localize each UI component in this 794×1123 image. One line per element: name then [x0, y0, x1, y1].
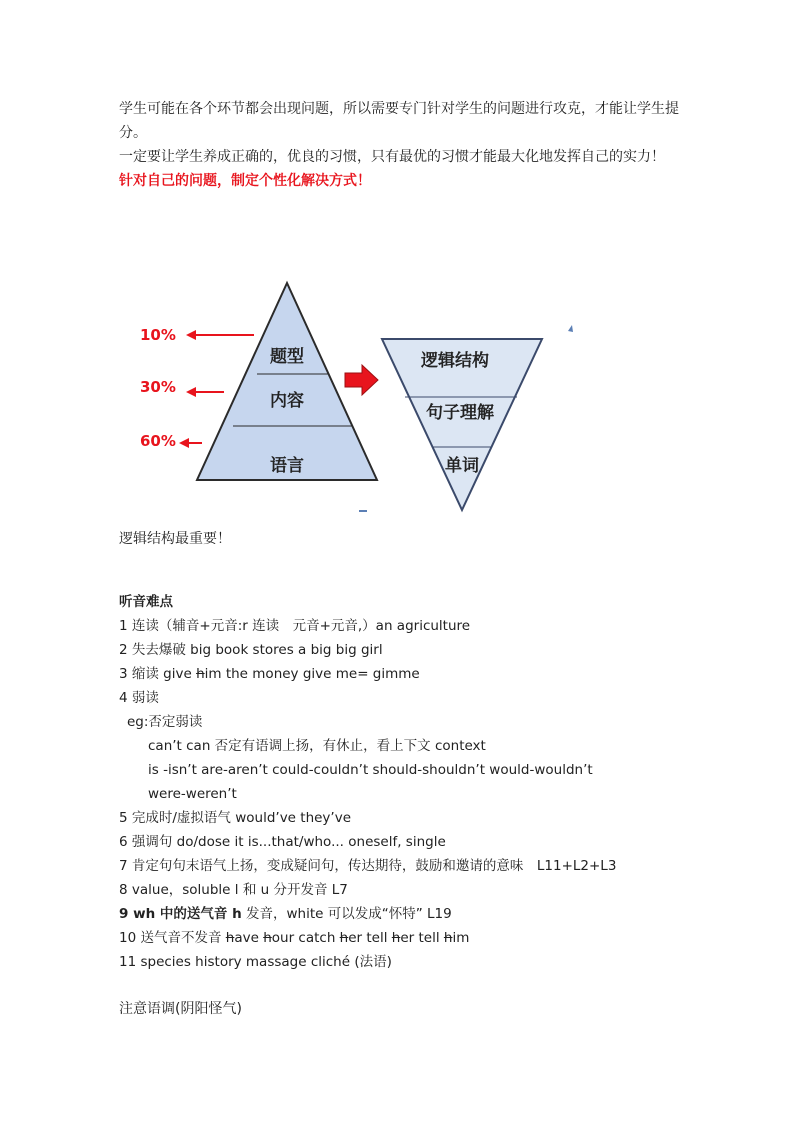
percent-30: 30%: [140, 378, 176, 396]
list-item-4-eg: eg:否定弱读: [127, 714, 203, 730]
intro-line-2: 一定要让学生养成正确的，优良的习惯，只有最优的习惯才能最大化地发挥自己的实力！: [119, 149, 665, 165]
inverted-level-1: 逻辑结构: [421, 351, 489, 371]
diagram-caption: 逻辑结构最重要！: [119, 531, 231, 547]
list-item-1: 1 连读（辅音+元音:r 连读 元音+元音,）an agriculture: [119, 618, 471, 634]
list-item-5: 5 完成时/虚拟语气 would’ve they’ve: [119, 810, 352, 826]
corner-mark-icon: [568, 325, 573, 332]
pyramid-diagram: [130, 270, 590, 520]
percent-10: 10%: [140, 326, 176, 344]
section-title: 听音难点: [119, 594, 173, 610]
list-item-4: 4 弱读: [119, 690, 159, 706]
list-item-6: 6 强调句 do/dose it is...that/who... oneself, single: [119, 834, 446, 850]
inverted-level-2: 句子理解: [426, 403, 494, 423]
list-item-11: 11 species history massage cliché (法语): [119, 954, 392, 970]
right-block-arrow-icon: [345, 365, 378, 395]
listening-section: [119, 590, 719, 974]
pyramid-level-1: 题型: [270, 347, 304, 367]
list-item-4-line-3: were-weren’t: [148, 786, 237, 802]
inverted-pyramid: [382, 339, 542, 510]
list-item-4-line-1: can’t can 否定有语调上扬，有休止，看上下文 context: [148, 738, 486, 754]
list-item-4-line-2: is -isn’t are-aren’t could-couldn’t should-shouldn’t would-wouldn’t: [148, 762, 593, 778]
list-item-3: 3 缩读 give him the money give me= gimme: [119, 666, 420, 682]
percent-60: 60%: [140, 432, 176, 450]
list-item-7: 7 肯定句句末语气上扬，变成疑问句，传达期待，鼓励和邀请的意味 L11+L2+L3: [119, 858, 617, 874]
list-item-2: 2 失去爆破 big book stores a big big girl: [119, 642, 383, 658]
list-item-8: 8 value，soluble l 和 u 分开发音 L7: [119, 882, 348, 898]
footer-note: 注意语调(阴阳怪气): [119, 1001, 242, 1017]
percentage-labels: [140, 326, 176, 450]
intro-line-red: 针对自己的问题，制定个性化解决方式！: [119, 173, 371, 189]
intro-line-1: 学生可能在各个环节都会出现问题，所以需要专门针对学生的问题进行攻克，才能让学生提分。: [119, 101, 679, 141]
pyramid-level-2: 内容: [270, 391, 304, 411]
inverted-level-3: 单词: [445, 456, 479, 476]
list-item-9: 9 wh 中的送气音 h 发音，white 可以发成“怀特” L19: [119, 906, 452, 922]
intro-paragraph: [119, 97, 679, 193]
pyramid-level-3: 语言: [270, 456, 304, 476]
list-item-10: 10 送气音不发音 have hour catch her tell her tell him: [119, 930, 470, 946]
